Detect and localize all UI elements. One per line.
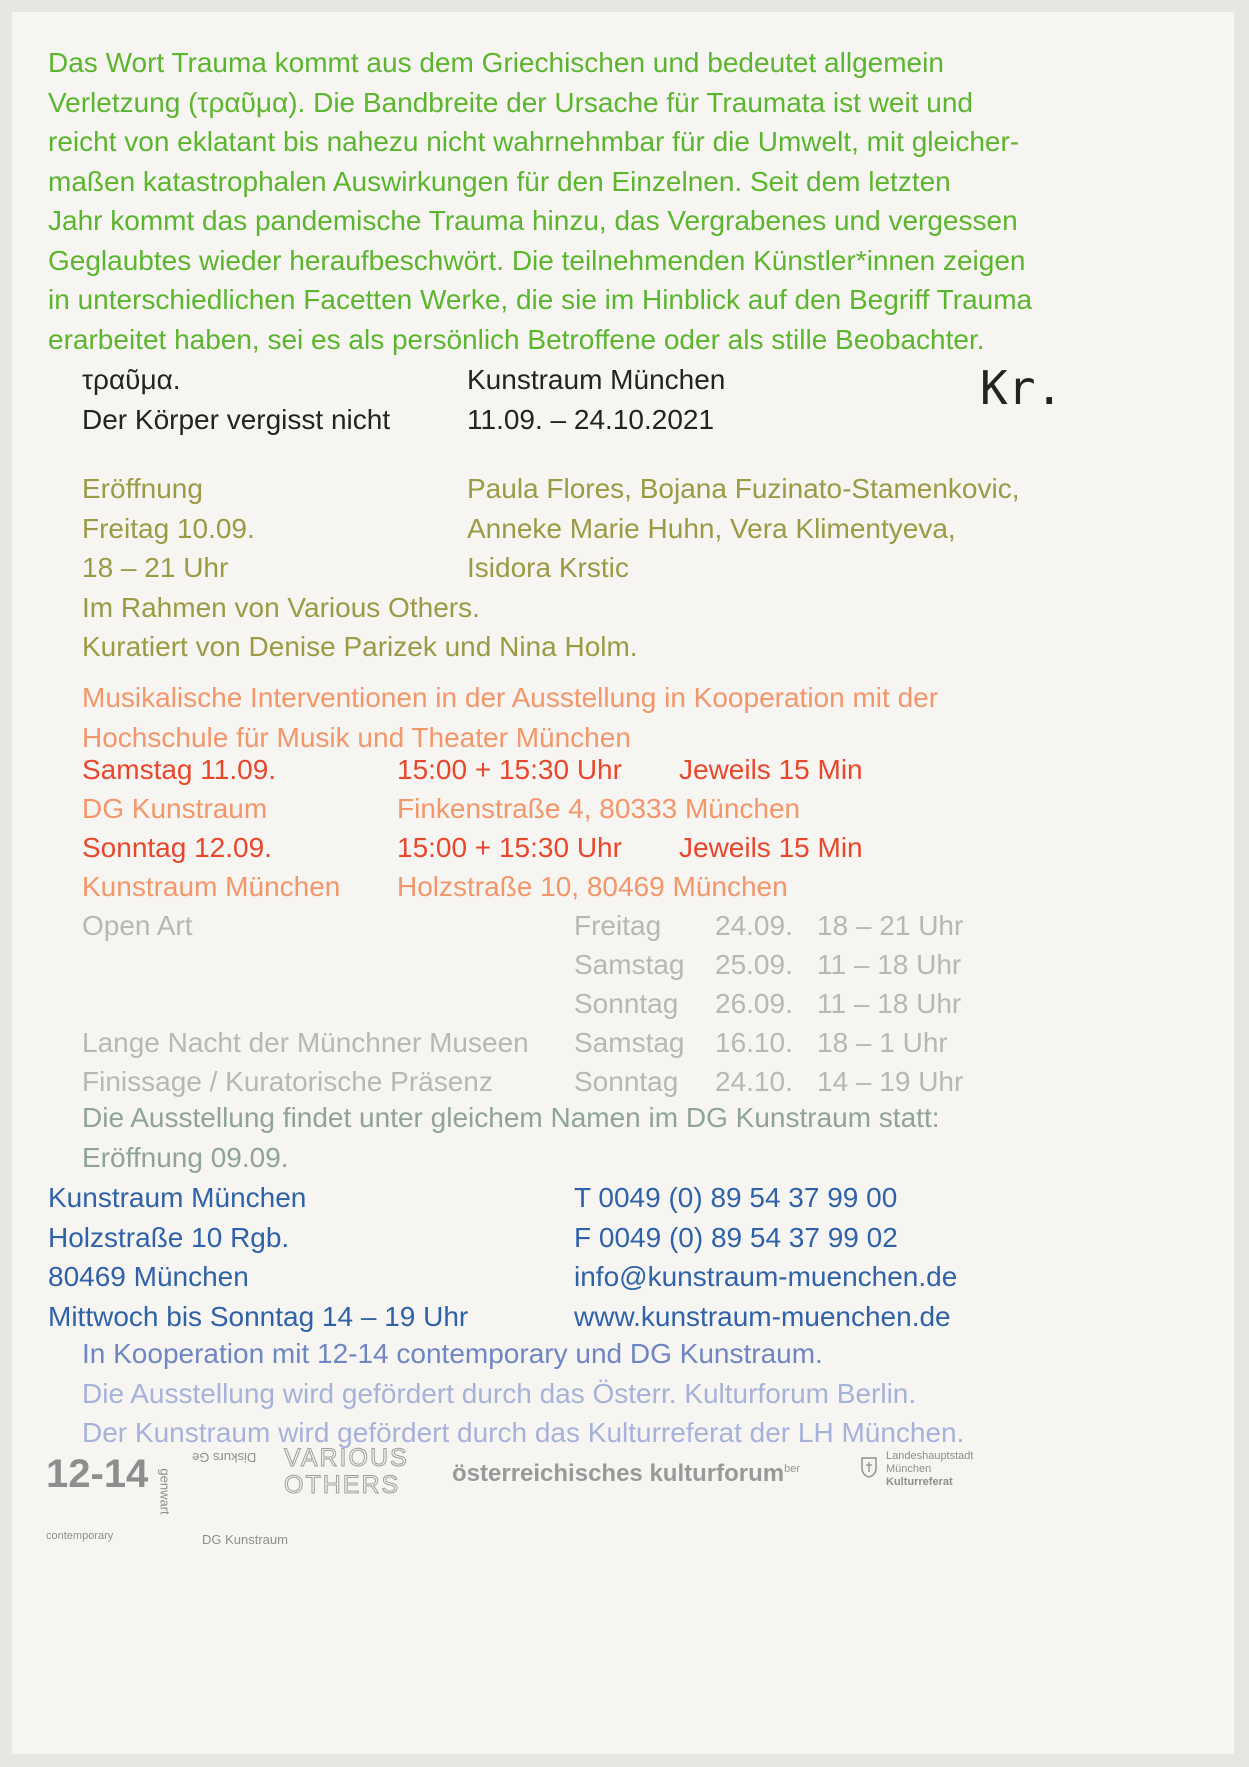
schedule-time: 11 – 18 Uhr [817,988,962,1019]
address-line: Holzstraße 10 Rgb. [48,1221,290,1253]
artist-line: Isidora Krstic [467,552,629,583]
artists-block [467,469,1020,588]
schedule-date: 24.09. [715,910,793,941]
credit-line: Die Ausstellung wird gefördert durch das Österr. Kulturforum Berlin. [82,1377,917,1409]
contact-details [574,1178,957,1336]
music-intro [82,678,938,757]
address-line: 80469 München [48,1261,249,1292]
schedule-date: 16.10. [715,1027,793,1058]
intro-line: in unterschiedlichen Facetten Werke, die sie im Hinblick auf den Begriff Trauma [48,284,1033,315]
dg-note [82,1098,940,1177]
logo-12-14: 12-14 contemporary [46,1452,149,1542]
exhibition-subtitle: Der Körper vergisst nicht [82,403,391,435]
music-event-time: 15:00 + 15:30 Uhr [397,754,622,785]
kr-logo: Kr. [980,361,1064,415]
credit-line: Der Kunstraum wird gefördert durch das Kulturreferat der LH München. [82,1417,965,1448]
logo-dg-kunstraum: Diskurs Ge genwart DG Kunstraum [157,1450,288,1547]
schedule-label: Finissage / Kuratorische Präsenz [82,1066,493,1097]
intro-paragraph [48,43,1032,359]
website-link[interactable]: www.kunstraum-muenchen.de [574,1300,951,1332]
intro-line: Verletzung (τραῦμα). Die Bandbreite der Ursache für Traumata ist weit und [48,86,973,118]
logo-kulturforum: österreichisches kulturforum$^{ber}$ [452,1460,801,1487]
music-event-address: Finkenstraße 4, 80333 München [397,793,801,824]
schedule-time: 14 – 19 Uhr [817,1066,964,1097]
address-line: Kunstraum München [48,1182,307,1213]
schedule-day: Sonntag [574,988,679,1019]
contact-address [48,1178,468,1336]
email-link[interactable]: info@kunstraum-muenchen.de [574,1261,958,1292]
opening-context: Im Rahmen von Various Others. [82,591,480,623]
opening-curators: Kuratiert von Denise Parizek und Nina Holm. [82,631,638,662]
dg-note-line: Die Ausstellung findet unter gleichem Namen im DG Kunstraum statt: [82,1102,940,1133]
credit-line: In Kooperation mit 12-14 contemporary und DG Kunstraum. [82,1338,823,1369]
schedule-date: 25.09. [715,949,793,980]
music-intro-line: Hochschule für Musik und Theater München [82,721,631,753]
schedule-label: Open Art [82,910,193,941]
opening-label: Eröffnung [82,473,203,504]
schedule-day: Samstag [574,1027,685,1058]
intro-line: erarbeitet haben, sei es als persönlich Betroffene oder als stille Beobachter. [48,323,985,355]
credits-block [82,1334,964,1453]
venue-name: Kunstraum München [467,364,726,395]
schedule-day: Sonntag [574,1066,679,1097]
phone-number: T 0049 (0) 89 54 37 99 00 [574,1182,898,1213]
coat-of-arms-icon [860,1456,878,1478]
music-event-place: DG Kunstraum [82,793,268,824]
artist-line: Paula Flores, Bojana Fuzinato-Stamenkovic, [467,473,1020,504]
venue-dates-block [467,360,725,439]
exhibition-title-block [82,360,390,439]
intro-line: reicht von eklatant bis nahezu nicht wahrnehmbar für die Umwelt, mit gleicher- [48,126,1020,157]
flyer-page: Das Wort Trauma kommt aus dem Griechischen und bedeutet allgemein Verletzung (τραῦμα). Die Bandbreite der Ursache für Traumata ist weit und reicht von eklatant bis nahezu nicht wahrnehmbar für die Umwelt, mit gleicher- maßen katastrophalen Auswirkungen für den Einzelnen. Seit dem letzten Jahr kommt das pandemische Trauma hinzu, das Vergrabenes und vergessen Geglaubtes wieder heraufbeschwört. Die teilnehmenden Künstler*innen zeigen in unterschiedlichen Facetten Werke, die sie im Hinblick auf den Begriff Trauma erarbeitet haben, sei es als persönlich Betroffene oder als stille Beobachter. τραῦμα. Der Körper vergisst nicht Kunstraum München 11.09. – 24.10.2021 Kr. Eröffnung Freitag 10.09. 18 – 21 Uhr Im Rahmen von Various Others. Kuratiert von Denise Parizek und Nina Holm. Paula Flores, Bojana Fuzinato-Stamenkovic, Anneke Marie Huhn, Vera Klimentyeva, Isidora Krstic Musikalische Interventionen in der Ausstellung in Kooperation mit der Hochschule für Musik und Theater München Samstag 11.09. 15:00 + 15:30 Uhr Jeweils 15 Min DG Kunstraum Finkenstraße 4, 80333 München Sonntag 12.09. 15:00 + 15:30 Uhr Jeweils 15 Min Kunstraum München Holzstraße 10, 80469 München Open Art Freitag 24.09. 18 – 21 Uhr Samstag 25.09. 11 – 18 Uhr Sonntag 26.09. 11 – 18 Uhr Lange Nacht der Münchner Museen Samstag 16.10. 18 – 1 Uhr Finissage / Kuratorische Präsenz Sonntag 24.10. 14 – 19 Uhr Die Ausstellung findet unter gleichem Namen im DG Kunstraum statt: Eröffnung 09.09. Kunstraum München Holzstraße 10 Rgb. 80469 München Mittwoch bis Sonntag 14 – 19 Uhr T 0049 (0) 89 54 37 99 00 F 0049 (0) 89 54 37 99 02 info@kunstraum-muenchen.de www.kunstraum-muenchen.de In Kooperation mit 12-14 contemporary und DG Kunstraum. Die Ausstellung wird gefördert durch das Österr. Kulturforum Berlin. Der Kunstraum wird gefördert durch das Kulturreferat der LH München. 12-14 contemporary Diskurs Ge genwart DG Kunstraum VARIOUS OTHERS österreichisches kulturforum$^{ber}$ Landeshauptstadt München Kulturreferat [12,12,1234,1754]
schedule-time: 11 – 18 Uhr [817,949,962,980]
intro-line: Geglaubtes wieder heraufbeschwört. Die teilnehmenden Künstler*innen zeigen [48,244,1026,276]
exhibition-title: τραῦμα. [82,364,181,395]
schedule-time: 18 – 1 Uhr [817,1027,948,1058]
artist-line: Anneke Marie Huhn, Vera Klimentyeva, [467,512,956,544]
schedule-label: Lange Nacht der Münchner Museen [82,1027,529,1058]
opening-hours: Mittwoch bis Sonntag 14 – 19 Uhr [48,1300,469,1332]
schedule-date: 26.09. [715,988,793,1019]
music-event-place: Kunstraum München [82,871,341,902]
exhibition-dates: 11.09. – 24.10.2021 [467,403,715,435]
schedule-date: 24.10. [715,1066,793,1097]
intro-line: Das Wort Trauma kommt aus dem Griechischen und bedeutet allgemein [48,47,944,78]
intro-line: maßen katastrophalen Auswirkungen für den Einzelnen. Seit dem letzten [48,165,951,197]
music-intro-line: Musikalische Interventionen in der Ausstellung in Kooperation mit der [82,682,939,713]
logo-various-others: VARIOUS OTHERS [284,1444,409,1499]
music-event-day: Samstag 11.09. [82,754,277,785]
fax-number: F 0049 (0) 89 54 37 99 02 [574,1221,898,1253]
music-event-day: Sonntag 12.09. [82,832,272,863]
intro-line: Jahr kommt das pandemische Trauma hinzu, das Vergrabenes und vergessen [48,205,1018,236]
music-event-address: Holzstraße 10, 80469 München [397,871,788,902]
schedule-time: 18 – 21 Uhr [817,910,964,941]
music-event-time: 15:00 + 15:30 Uhr [397,832,622,863]
schedule-day: Samstag [574,949,685,980]
opening-day: Freitag 10.09. [82,512,255,544]
music-event-duration: Jeweils 15 Min [679,832,863,863]
schedule-day: Freitag [574,910,662,941]
opening-time: 18 – 21 Uhr [82,552,229,583]
dg-note-line: Eröffnung 09.09. [82,1141,289,1173]
music-event-duration: Jeweils 15 Min [679,754,863,785]
